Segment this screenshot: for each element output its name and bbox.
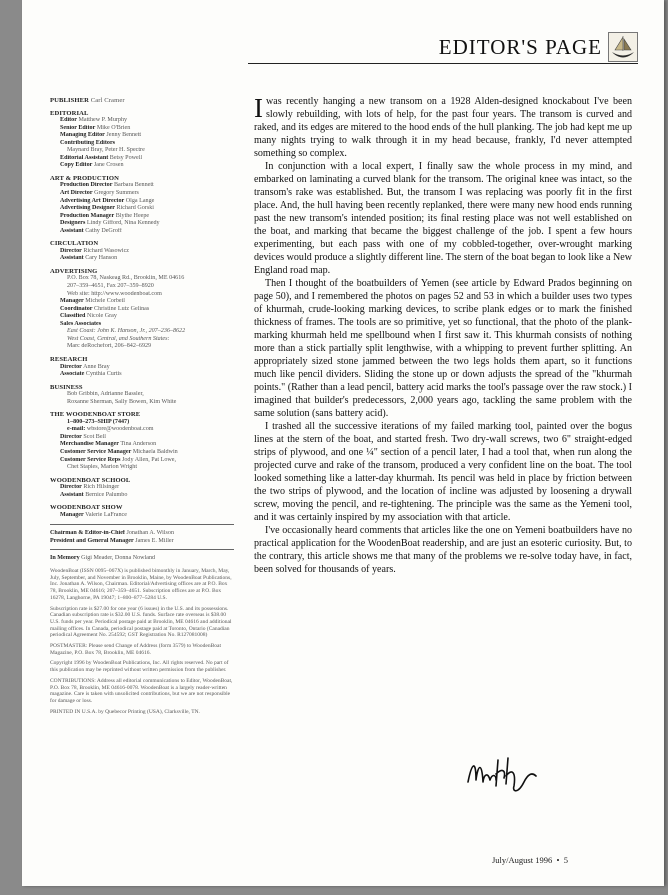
staff-role: Chairman & Editor-in-Chief bbox=[50, 530, 125, 537]
masthead-line bbox=[50, 228, 234, 236]
staff-name: Chet Staples, Marion Wright bbox=[67, 464, 138, 471]
staff-name: Christine Lutz Gelinas bbox=[94, 305, 150, 312]
staff-name: Nicole Gray bbox=[86, 313, 117, 320]
staff-name: Cary Hanson bbox=[85, 255, 118, 262]
staff-name: Marc deRochefort, 206–842–6929 bbox=[67, 343, 152, 350]
heading-text: RESEARCH bbox=[50, 355, 88, 363]
fine-print: CONTRIBUTIONS: Address all editorial communications to Editor, WoodenBoat, P.O. Box 78, Brooklin, ME 04616-0078. WoodenBoat is a largely reader-written magazine. Care is taken with unsolicited contributions, but we are not responsible for damage or loss. bbox=[50, 677, 233, 704]
in-memory-line bbox=[50, 555, 234, 563]
heading-text: WOODENBOAT SCHOOL bbox=[50, 476, 131, 484]
staff-role: Designers bbox=[60, 220, 86, 227]
page-title: EDITOR'S PAGE bbox=[438, 34, 602, 59]
staff-name: Lindy Gifford, Nina Kennedy bbox=[86, 220, 160, 227]
officer-line bbox=[50, 538, 234, 546]
masthead-section bbox=[50, 384, 234, 407]
staff-role: Art Director bbox=[60, 190, 93, 197]
masthead-line bbox=[50, 140, 234, 148]
heading-text: CIRCULATION bbox=[50, 240, 99, 248]
staff-role: Director bbox=[60, 433, 82, 440]
masthead-section bbox=[50, 504, 234, 519]
masthead-line bbox=[50, 182, 234, 190]
masthead-line bbox=[50, 162, 234, 170]
masthead-line bbox=[50, 248, 234, 256]
staff-name: Richard Wasowicz bbox=[83, 247, 130, 254]
staff-role: Manager bbox=[60, 511, 84, 518]
masthead-heading bbox=[50, 268, 234, 276]
staff-role: Associate bbox=[60, 371, 85, 378]
editorial-article bbox=[254, 95, 632, 576]
fine-print: POSTMASTER: Please send Change of Address (form 3579) to WoodenBoat Magazine, P.O. Box 78, Brooklin, ME 04616. bbox=[50, 643, 222, 656]
article-paragraph: was recently hanging a new transom on a 1928 Alden-designed knockabout I've been slowly rebuilding, with lots of help, for the past four years. The transom is curved and raked, and its edges are mitered to the hood ends of the hull planking. The job had kept me up many nights trying to walk through it in my head because, frankly, I'd never attempted something so complex. bbox=[254, 96, 632, 159]
masthead-heading bbox=[50, 504, 234, 512]
staff-name: Rich Hilsinger bbox=[83, 484, 120, 491]
staff-role: Classified bbox=[60, 313, 86, 320]
staff-name: East Coast: John K. Hanson, Jr., 207–236–8622 bbox=[67, 328, 186, 335]
masthead-column bbox=[50, 97, 234, 719]
page-header bbox=[439, 32, 638, 62]
issue-date: July/August 1996 bbox=[492, 855, 553, 865]
masthead-line bbox=[50, 419, 234, 427]
masthead-heading bbox=[50, 384, 234, 392]
masthead-line bbox=[50, 336, 234, 344]
article-paragraph: I trashed all the successive iterations of my failed marking tool, painted over the bogus lines at the stern of the boat, and started fresh. Two dry-wall screws, two 6" straight-edged strips of plywood, and one ¼" section of a pencil later, I had a tool that, when run along the projected curve and rake of the transom, produced a very confident line on the boat. The tool looked something like a latter-day khurmah. Its pencil was held in place by friction between the two strips of plywood, and the location of incline was adjusted by loosening a drywall screw, moving the pencil, and re-tightening. The principle was the same as the Yemeni tool, and it was certainly inspired by my association with that article. bbox=[254, 421, 632, 523]
masthead-line bbox=[50, 343, 234, 351]
staff-name: P.O. Box 78, Naskeag Rd., Brooklin, ME 04616 bbox=[67, 275, 185, 282]
masthead-section bbox=[50, 268, 234, 351]
masthead-line bbox=[50, 220, 234, 228]
masthead-heading bbox=[50, 175, 234, 183]
article-paragraph: In conjunction with a local expert, I finally saw the whole process in my mind, and embarked on laminating a curved blank for the transom. The original knee was intact, so the transom's rake was established. But, the transom I was replacing was poorly fit in the first place. And, the hull having been recently replanked, there were many new hood ends running past the new transom's intended position; its final resting place was not well established on the boat, and marking that became the biggest challenge of the job. I spent a few hours experimenting, but each pass with one of my cobbled-together, over-wrought marking devices would produce a slightly different line. The stern of the boat began to look like a New England road map. bbox=[254, 161, 632, 276]
masthead-heading bbox=[50, 240, 234, 248]
staff-name: Roxanne Sherman, Sally Bowen, Kim White bbox=[67, 398, 177, 405]
staff-role: Managing Editor bbox=[60, 132, 105, 139]
staff-name: Michaela Baldwin bbox=[132, 448, 178, 455]
staff-name: wbstore@woodenboat.com bbox=[86, 426, 154, 433]
masthead-section bbox=[50, 97, 234, 105]
masthead-line bbox=[50, 291, 234, 299]
staff-role: Advertising Designer bbox=[60, 205, 116, 212]
masthead-line bbox=[50, 313, 234, 321]
fine-print: WoodenBoat (ISSN 0095–067X) is published bimonthly in January, March, May, July, September, and November in Brooklin, Maine, by WoodenBoat Publications, Inc. Jonathan A. Wilson, Chairman. Editorial/Advertising offices are at P.O. Box 78, Brooklin, ME 04616; 207–359–4651. Subscription offices are at P.O. Box 16278, Langhorne, PA 19047; 1–800–877–5284 U.S. bbox=[50, 567, 232, 601]
masthead-line bbox=[50, 117, 234, 125]
masthead-section bbox=[50, 411, 234, 471]
masthead-line bbox=[50, 328, 234, 336]
masthead-line bbox=[50, 441, 234, 449]
staff-role: Merchandise Manager bbox=[60, 441, 119, 448]
page-footer bbox=[492, 855, 568, 865]
heading-text: ADVERTISING bbox=[50, 267, 98, 275]
staff-role: Director bbox=[60, 363, 82, 370]
magazine-page bbox=[22, 0, 664, 886]
staff-role: Coordinator bbox=[60, 305, 93, 312]
footer-separator: • bbox=[556, 855, 560, 865]
masthead-line bbox=[50, 371, 234, 379]
editor-signature-icon bbox=[462, 752, 542, 796]
masthead-heading bbox=[50, 477, 234, 485]
masthead-heading bbox=[50, 411, 234, 419]
heading-text: PUBLISHER bbox=[50, 97, 90, 104]
staff-role: Assistant bbox=[60, 255, 84, 262]
staff-name: Scot Bell bbox=[83, 433, 106, 440]
masthead-section bbox=[50, 477, 234, 500]
staff-role: Director bbox=[60, 484, 82, 491]
masthead-line bbox=[50, 364, 234, 372]
masthead-section bbox=[50, 240, 234, 263]
masthead-heading bbox=[50, 356, 234, 364]
fine-print: PRINTED IN U.S.A. by Quebecor Printing (USA), Clarksville, TN. bbox=[50, 708, 200, 715]
masthead-line bbox=[50, 275, 234, 283]
staff-role: e-mail: bbox=[67, 426, 86, 433]
staff-role: Customer Service Manager bbox=[60, 448, 132, 455]
masthead-line bbox=[50, 484, 234, 492]
masthead-section bbox=[50, 356, 234, 379]
staff-role: Contributing Editors bbox=[60, 139, 116, 146]
staff-name: Olga Lange bbox=[125, 197, 155, 204]
staff-name: West Coast, Central, and Southern States: bbox=[67, 335, 170, 342]
staff-role: Editorial Assistant bbox=[60, 154, 109, 161]
masthead-section bbox=[50, 110, 234, 170]
masthead-line bbox=[50, 213, 234, 221]
staff-name: Blythe Heepe bbox=[115, 212, 150, 219]
masthead-section bbox=[50, 175, 234, 235]
masthead-line bbox=[50, 255, 234, 263]
masthead-line bbox=[50, 464, 234, 472]
masthead-divider bbox=[50, 524, 234, 525]
article-paragraph: I've occasionally heard comments that articles like the one on Yemeni boatbuilders have no practical application for the WoodenBoat readership, and are just an esoteric curiosity. But, to the contrary, this article shows me that many of the problems we re-solve today have, in fact, been solved for thousands of years. bbox=[254, 525, 632, 575]
staff-role: Advertising Art Director bbox=[60, 197, 125, 204]
staff-name: Cathy DeGroff bbox=[85, 227, 122, 234]
staff-role: Assistant bbox=[60, 491, 84, 498]
masthead-line bbox=[50, 321, 234, 329]
masthead-line bbox=[50, 457, 234, 465]
staff-name: Bernice Palumbo bbox=[85, 491, 128, 498]
staff-name: Valerie LaFrance bbox=[85, 511, 127, 518]
staff-name: Richard Gorski bbox=[116, 205, 154, 212]
heading-text: BUSINESS bbox=[50, 383, 83, 391]
staff-name: Tina Anderson bbox=[120, 441, 157, 448]
page-number: 5 bbox=[563, 855, 568, 865]
staff-name: Betsy Powell bbox=[109, 154, 143, 161]
staff-role: Sales Associates bbox=[60, 320, 102, 327]
staff-role: Editor bbox=[60, 117, 77, 124]
heading-text: THE WOODENBOAT STORE bbox=[50, 411, 141, 419]
masthead-line bbox=[50, 125, 234, 133]
officer-line bbox=[50, 530, 234, 538]
masthead-heading bbox=[50, 97, 234, 105]
masthead-line bbox=[50, 434, 234, 442]
staff-role: Copy Editor bbox=[60, 162, 93, 169]
masthead-line bbox=[50, 512, 234, 520]
staff-role: In Memory bbox=[50, 555, 80, 562]
masthead-line bbox=[50, 198, 234, 206]
staff-name: Jody Allen, Pat Lowe, bbox=[122, 456, 177, 463]
article-paragraph: Then I thought of the boatbuilders of Yemen (see article by Edward Prados beginning on page 50), and I remembered the photos on pages 52 and 53 in which a builder uses two types of khurmah, crude-looking marking devices, to scribe plank edges or to mark the finished thickness of frames. The tools are so primitive, yet so functional, that the photo of the plank-marking khurmah held me spellbound when I first saw it. This khurmah consists of nothing more than a stick partially split lengthwise, with a whipping to prevent further splitting. An appropriately sized stone jammed between the two legs holds them apart, so it functions much like pencil dividers. Sliding the stone up or down adjusts the spread of the "khurmah points." (Rather than a lead pencil, battery acid marks the tool's passage over the raw stock.) I imagined that builder's predecessors, 2,000 years ago, tackling the same problem with the same solution (sans battery acid). bbox=[254, 278, 632, 419]
sailboat-hull-icon bbox=[608, 32, 638, 62]
masthead-line bbox=[50, 399, 234, 407]
staff-name: Gigi Meader, Donna Nowland bbox=[81, 555, 156, 562]
masthead-line bbox=[50, 205, 234, 213]
masthead-line bbox=[50, 449, 234, 457]
masthead-line bbox=[50, 155, 234, 163]
staff-name: 207–359–4651, Fax 207–359–8920 bbox=[67, 283, 154, 290]
masthead-line bbox=[50, 391, 234, 399]
staff-name: Cynthia Curtis bbox=[85, 371, 122, 378]
masthead-line bbox=[50, 190, 234, 198]
staff-name: Maynard Bray, Peter H. Spectre bbox=[67, 147, 145, 154]
staff-role: Assistant bbox=[60, 227, 84, 234]
masthead-line bbox=[50, 283, 234, 291]
fine-print: Subscription rate is $27.00 for one year (6 issues) in the U.S. and its possessions. Canadian subscription rate is $32.00 U.S. funds. Surface rate overseas is $38.00 U.S. funds per year. Periodical postage paid at Brooklin, ME 04616 and additional mailing offices. In Canada, periodical postage paid at Toronto, Ontario (Canadian periodical Agreement No. 254592; GST Registration No. R127081008) bbox=[50, 605, 232, 639]
heading-text: EDITORIAL bbox=[50, 109, 89, 117]
heading-text: ART & PRODUCTION bbox=[50, 174, 120, 182]
staff-name: Michele Corbeil bbox=[85, 298, 126, 305]
staff-name: James E. Miller bbox=[135, 537, 174, 544]
header-rule bbox=[248, 63, 638, 64]
masthead-line bbox=[50, 298, 234, 306]
staff-name: Anne Bray bbox=[83, 363, 110, 370]
staff-role: Production Manager bbox=[60, 212, 115, 219]
staff-role: Manager bbox=[60, 298, 84, 305]
staff-name: Barbara Bennett bbox=[113, 182, 154, 189]
staff-name: Jane Crosen bbox=[93, 162, 124, 169]
staff-name: Jenny Bennett bbox=[106, 132, 142, 139]
staff-role: Senior Editor bbox=[60, 124, 96, 131]
staff-name: Mike O'Brien bbox=[96, 124, 131, 131]
staff-name: Bob Gribbin, Adrianne Bassler, bbox=[67, 391, 144, 398]
drop-cap: I bbox=[254, 93, 263, 123]
staff-role: 1–800–273–SHIP (7447) bbox=[67, 418, 130, 425]
staff-role: President and General Manager bbox=[50, 537, 134, 544]
masthead-line bbox=[50, 306, 234, 314]
staff-name: Carl Cramer bbox=[90, 97, 125, 104]
fine-print: Copyright 1996 by WoodenBoat Publications, Inc. All rights reserved. No part of this publication may be reprinted without written permission from the publisher. bbox=[50, 660, 229, 674]
masthead-heading bbox=[50, 110, 234, 118]
staff-role: Production Director bbox=[60, 182, 113, 189]
staff-name: Jonathan A. Wilson bbox=[126, 530, 175, 537]
masthead-divider bbox=[50, 549, 234, 550]
staff-name: Gregory Summers bbox=[94, 190, 139, 197]
staff-name: Matthew P. Murphy bbox=[78, 117, 128, 124]
staff-role: Director bbox=[60, 247, 82, 254]
masthead-line bbox=[50, 492, 234, 500]
staff-name: Web site: http://www.woodenboat.com bbox=[67, 290, 162, 297]
masthead-line bbox=[50, 426, 234, 434]
staff-role: Customer Service Reps bbox=[60, 456, 121, 463]
masthead-line bbox=[50, 132, 234, 140]
heading-text: WOODENBOAT SHOW bbox=[50, 504, 123, 512]
masthead-line bbox=[50, 147, 234, 155]
